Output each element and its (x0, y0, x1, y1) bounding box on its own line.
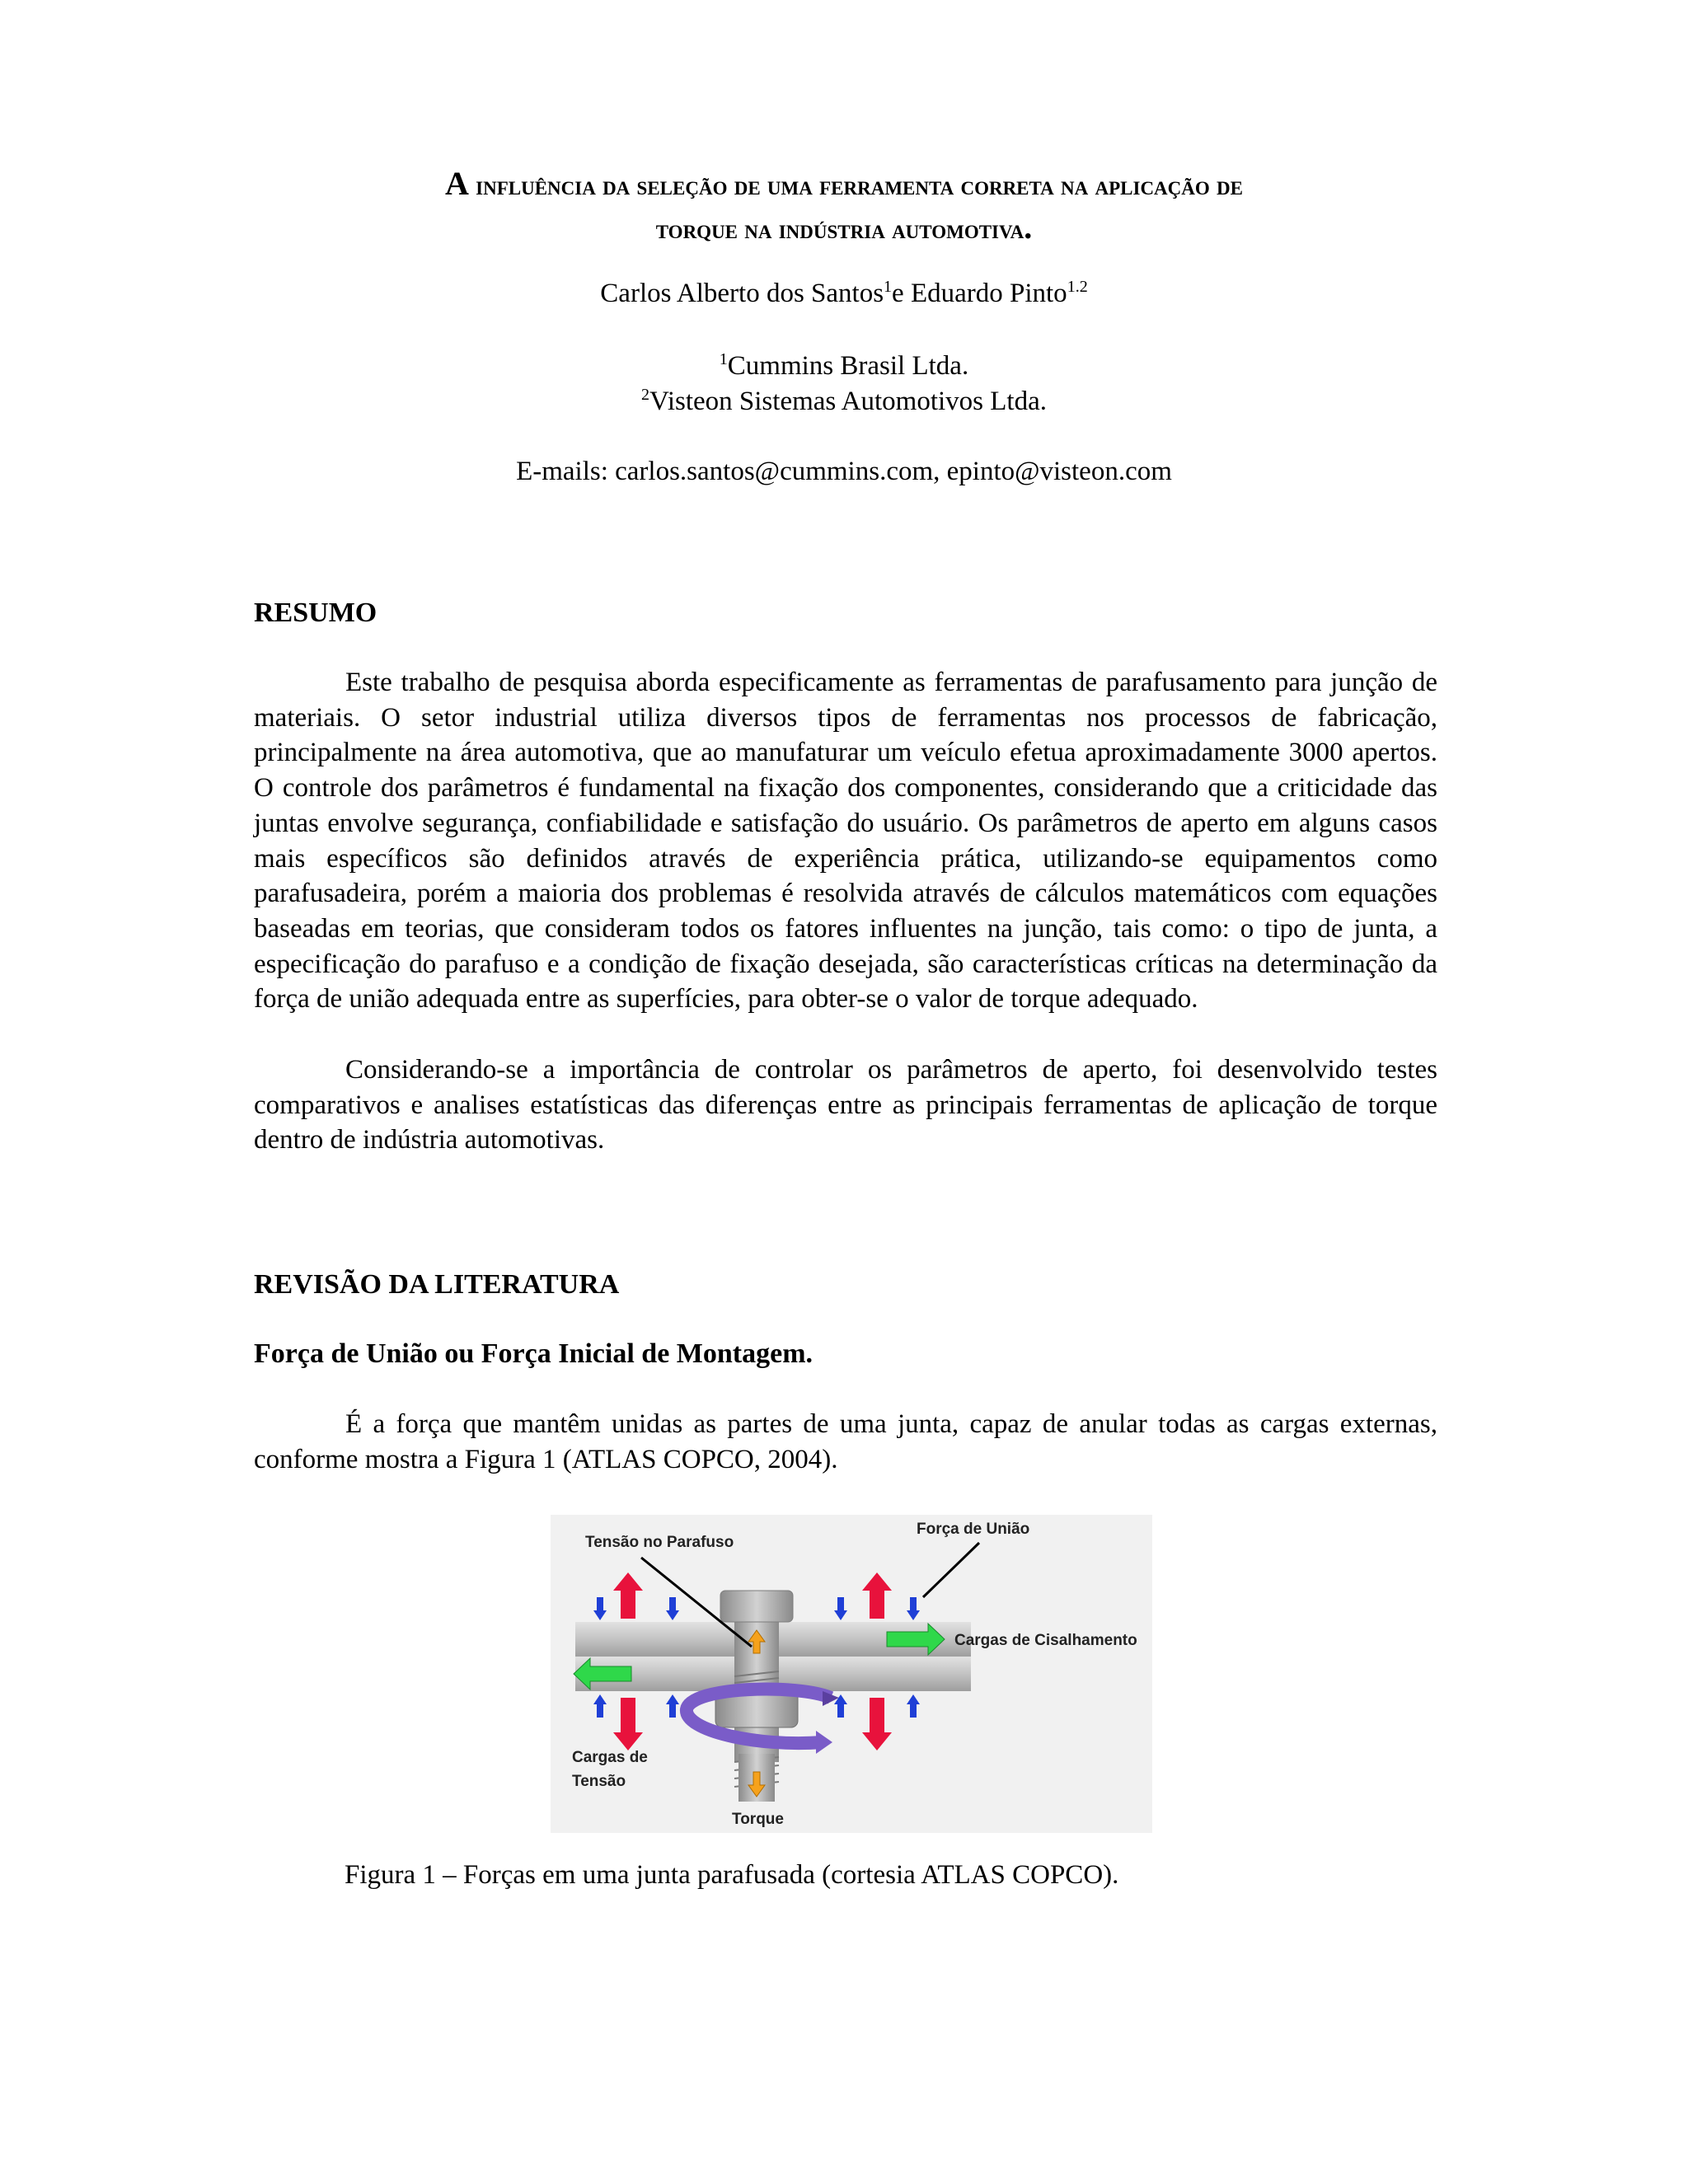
resumo-paragraph-2 (254, 1052, 1437, 1158)
label-tensao-parafuso: Tensão no Parafuso (585, 1534, 734, 1551)
author-connector: e Eduardo Pinto (892, 279, 1067, 308)
figure-1-bolted-joint (551, 1515, 1152, 1833)
label-torque: Torque (732, 1811, 784, 1828)
figure-1-caption: Figura 1 – Forças em uma junta parafusada (cortesia ATLAS COPCO). (345, 1860, 1119, 1890)
label-cargas-cisalhamento: Cargas de Cisalhamento (954, 1632, 1137, 1649)
label-cargas-de: Cargas de (572, 1749, 648, 1766)
label-forca-uniao: Força de União (917, 1521, 1030, 1538)
paper-title (206, 163, 1482, 251)
resumo-p2-text: Considerando-se a importância de controlar os parâmetros de aperto, foi desenvolvido testes comparativos e analises estatísticas das diferenças entre as principais ferramentas de aplicação de torque dentro de indústria automotivas. (254, 1055, 1437, 1155)
revisao-paragraph-1 (254, 1407, 1437, 1477)
title-line-2-text: torque na indústria automotiva (655, 215, 1025, 245)
author-2-sup: 1.2 (1067, 278, 1088, 296)
pointer-line-forca (923, 1543, 979, 1597)
resumo-paragraph-1 (254, 665, 1437, 1017)
emails-line: E-mails: carlos.santos@cummins.com, epinto@visteon.com (516, 457, 1172, 486)
bolted-joint-diagram (551, 1515, 1152, 1833)
author-1: Carlos Alberto dos Santos (600, 279, 884, 308)
affiliation-2-sup: 2 (640, 386, 649, 404)
torque-arrow-head (816, 1731, 832, 1754)
bolt-head (720, 1591, 793, 1622)
affiliation-2 (206, 384, 1482, 419)
title-line-1-text: influência da seleção de uma ferramenta correta na aplicação de (476, 171, 1243, 201)
authors-line (206, 276, 1482, 311)
title-initial: A (445, 165, 469, 202)
affiliation-1-sup: 1 (719, 350, 728, 368)
author-1-sup: 1 (884, 278, 893, 296)
title-line-1 (206, 163, 1482, 207)
affiliation-1 (206, 349, 1482, 383)
revisao-p1-text: É a força que mantêm unidas as partes de uma junta, capaz de anular todas as cargas externas, conforme mostra a Figura 1 (ATLAS COPCO, 2004). (254, 1409, 1437, 1474)
revisao-heading: REVISÃO DA LITERATURA (254, 1269, 620, 1300)
resumo-p1-text: Este trabalho de pesquisa aborda especificamente as ferramentas de parafusamento para junção de materiais. O setor industrial utiliza diversos tipos de ferramentas nos processos de fabricação, principalmente na área automotiva, que ao manufaturar um veículo efetua aproximadamente 3000 apertos. O controle dos parâmetros é fundamental na fixação dos componentes, considerando que a criticidade das juntas envolve segurança, confiabilidade e satisfação do usuário. Os parâmetros de aperto em alguns casos mais específicos são definidos através de experiência prática, utilizando-se equipamentos como parafusadeira, porém a maioria dos problemas é resolvida através de cálculos matemáticos com equações baseadas em teorias, que consideram todos os fatores influentes na junção, tais como: o tipo de junta, a especificação do parafuso e a condição de fixação desejada, são características críticas na determinação da força de união adequada entre as superfícies, para obter-se o valor de torque adequado. (254, 668, 1437, 1015)
label-tensao: Tensão (572, 1773, 626, 1790)
title-period: . (1024, 209, 1033, 246)
affiliation-1-name: Cummins Brasil Ltda. (727, 351, 969, 381)
forca-uniao-subheading: Força de União ou Força Inicial de Montagem. (254, 1338, 814, 1369)
affiliation-2-name: Visteon Sistemas Automotivos Ltda. (649, 387, 1047, 416)
title-line-2 (206, 207, 1482, 251)
resumo-heading: RESUMO (254, 598, 377, 628)
